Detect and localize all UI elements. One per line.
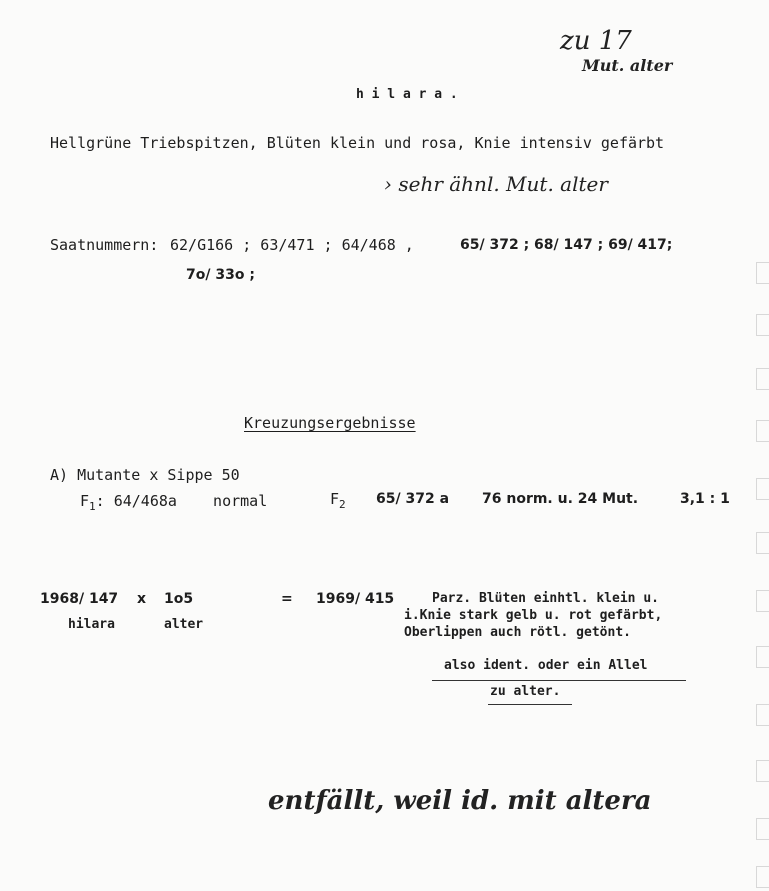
cross-b-result-3: Oberlippen auch rötl. getönt. [404,625,631,640]
conclusion-rule-1 [432,680,686,681]
cross-b-parent2-name: alter [164,617,204,632]
seeds-typed: 62/G166 ; 63/471 ; 64/468 , [170,236,414,254]
seeds-bold: 65/ 372 ; 68/ 147 ; 69/ 417; [460,237,673,253]
cross-a-f2-result: 76 norm. u. 24 Mut. [482,491,639,507]
binder-hole [756,760,769,782]
cross-b-x: x [137,591,147,607]
binder-hole [756,532,769,554]
binder-hole [756,646,769,668]
handwritten-note-bottom: entfällt, weil id. mit altera [268,786,652,816]
seeds-line2: 7o/ 33o ; [186,267,255,283]
cross-a-title: A) Mutante x Sippe 50 [50,466,240,484]
cross-a-f2-id: 65/ 372 a [376,491,450,507]
cross-b-conclusion-2: zu alter. [490,684,561,699]
binder-hole [756,368,769,390]
cross-a-f2-label: $F_2$ [330,490,346,511]
description-text: Hellgrüne Triebspitzen, Blüten klein und rosa, Knie intensiv gefärbt [50,134,665,152]
cross-b-eq: = [281,591,293,607]
cross-a-ratio: 3,1 : 1 [680,491,730,507]
handwritten-note-mut: Mut. alter [582,56,673,75]
binder-hole [756,314,769,336]
binder-hole [756,818,769,840]
handwritten-note-ref: zu 17 [560,26,632,56]
cross-b-result-2: i.Knie stark gelb u. rot gefärbt, [404,608,663,623]
cross-b-parent1: 1968/ 147 [40,591,119,607]
cross-b-conclusion-1: also ident. oder ein Allel [444,658,648,673]
binder-hole [756,478,769,500]
section-heading: Kreuzungsergebnisse [244,414,416,432]
cross-b-parent1-name: hilara [68,617,115,632]
binder-hole [756,590,769,612]
cross-a-f1: $F_1$: 64/468a normal [80,492,268,513]
seeds-label: Saatnummern: [50,236,159,254]
cross-b-result-1: Parz. Blüten einhtl. klein u. [432,591,659,606]
binder-hole [756,704,769,726]
handwritten-note-similar: › sehr ähnl. Mut. alter [384,172,608,196]
cross-b-offspring: 1969/ 415 [316,591,395,607]
cross-b-parent2: 1o5 [164,591,194,607]
binder-hole [756,866,769,888]
conclusion-rule-2 [488,704,572,705]
page-title: h i l a r a . [356,87,458,102]
binder-hole [756,420,769,442]
binder-hole [756,262,769,284]
